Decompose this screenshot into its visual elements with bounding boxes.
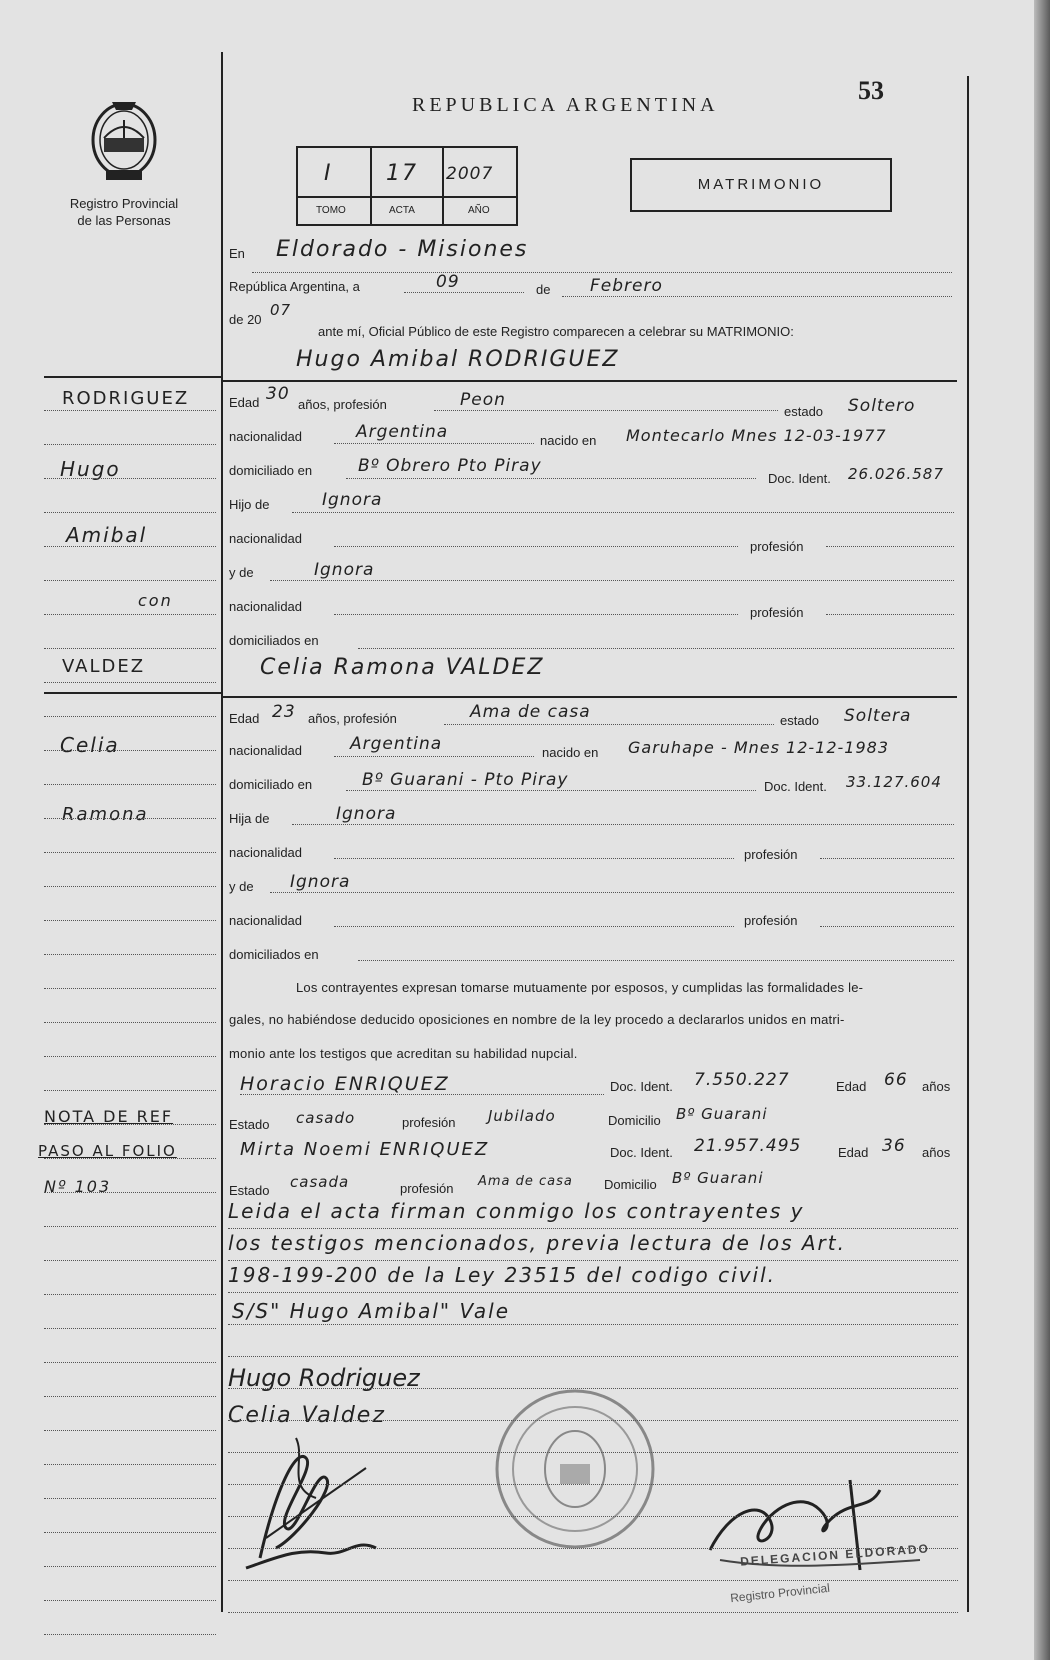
margin-note-line1: NOTA DE REF — [44, 1107, 174, 1126]
witness1-doc-label: Doc. Ident. — [610, 1079, 673, 1094]
witness1-doc-id: 7.550.227 — [694, 1070, 790, 1090]
groom-doc-label: Doc. Ident. — [768, 471, 831, 486]
declaration-line1: Los contrayentes expresan tomarse mutuamente por esposos, y cumplidas las formalidades le- — [296, 980, 864, 995]
place-value: Eldorado - Misiones — [276, 237, 529, 262]
bride-full-name: Celia Ramona VALDEZ — [260, 655, 545, 680]
declaration-line2: gales, no habiéndose deducido oposiciones en nombre de la ley procedo a declararlos unidos en matri- — [229, 1012, 845, 1027]
witness1-address-label: Domicilio — [608, 1113, 661, 1128]
margin-rule-line — [44, 1396, 216, 1397]
bride-age: 23 — [272, 702, 296, 722]
bride-parents-address-label: domiciliados en — [229, 947, 319, 962]
page-number: 53 — [858, 76, 884, 105]
delegation-stamp-text: DELEGACION ELDORADO — [739, 1541, 931, 1569]
margin-rule-line — [44, 1532, 216, 1533]
intro-text: ante mí, Oficial Público de este Registro comparecen a celebrar su MATRIMONIO: — [318, 324, 794, 339]
note-rule-line — [228, 1292, 958, 1293]
note-rule-line — [228, 1516, 958, 1517]
doc-type-box: MATRIMONIO — [630, 158, 892, 212]
note-rule-line — [228, 1580, 958, 1581]
note-rule-line — [228, 1260, 958, 1261]
declaration-line3: monio ante los testigos que acreditan su habilidad nupcial. — [229, 1046, 578, 1061]
margin-rule-line — [44, 1566, 216, 1567]
bride-mother-label: y de — [229, 879, 254, 894]
month-value: Febrero — [590, 276, 663, 296]
en-label: En — [229, 246, 245, 261]
bride-mother-prof-label: profesión — [744, 913, 798, 928]
groom-mother-nat-label: nacionalidad — [229, 599, 303, 614]
tomo-value: I — [324, 161, 333, 186]
margin-rule-line — [44, 818, 216, 819]
note-rule-line — [228, 1324, 958, 1325]
anio-value: 2007 — [446, 164, 494, 184]
witness1-address: Bº Guarani — [676, 1105, 768, 1123]
de-label: de — [536, 282, 551, 297]
margin-rule-line — [44, 682, 216, 683]
margin-groom-second: Amibal — [66, 523, 148, 547]
witness2-profession: Ama de casa — [478, 1174, 573, 1189]
groom-nationality-label: nacionalidad — [229, 429, 303, 444]
groom-father: Ignora — [322, 490, 383, 510]
margin-rule-line — [44, 852, 216, 853]
country-title: REPUBLICA ARGENTINA — [412, 94, 719, 116]
groom-father-label: Hijo de — [229, 497, 270, 512]
groom-address-label: domiciliado en — [229, 463, 313, 478]
witness1-status-label: Estado — [229, 1117, 270, 1132]
margin-note-line3: Nº 103 — [44, 1177, 112, 1196]
bride-doc-id: 33.127.604 — [846, 773, 942, 791]
year-prefix: de 20 — [229, 312, 262, 327]
official-stamp-icon — [490, 1384, 660, 1554]
margin-rule-line — [44, 478, 216, 479]
margin-rule-line — [44, 1022, 216, 1023]
bride-profession-label: años, profesión — [308, 711, 397, 726]
margin-rule-line — [44, 716, 216, 717]
groom-doc-id: 26.026.587 — [848, 465, 944, 483]
groom-age-label: Edad — [229, 395, 260, 410]
witness2-address-label: Domicilio — [604, 1177, 657, 1192]
margin-rule-line — [44, 410, 216, 411]
margin-rule-line — [44, 1056, 216, 1057]
note-line3: 198-199-200 de la Ley 23515 del codigo civil. — [228, 1263, 777, 1287]
witness2-doc-label: Doc. Ident. — [610, 1145, 673, 1160]
witness2-doc-id: 21.957.495 — [694, 1136, 802, 1156]
margin-rule-line — [44, 750, 216, 751]
margin-rule-line — [44, 1362, 216, 1363]
note-rule-line — [228, 1612, 958, 1613]
witness1-age-label: Edad — [836, 1079, 867, 1094]
margin-rule-line — [44, 1226, 216, 1227]
witness-signature-scribble — [236, 1428, 396, 1578]
witness1-status: casado — [296, 1109, 356, 1127]
acta-label: ACTA — [389, 205, 415, 216]
margin-rule-line — [44, 580, 216, 581]
bride-father-label: Hija de — [229, 811, 270, 826]
witness1-age: 66 — [884, 1070, 908, 1090]
groom-address: Bº Obrero Pto Piray — [358, 456, 542, 476]
margin-rule-line — [44, 988, 216, 989]
margin-rule-line — [44, 1430, 216, 1431]
margin-groom-first: Hugo — [60, 457, 121, 481]
note-rule-line — [228, 1452, 958, 1453]
note-rule-line — [228, 1228, 958, 1229]
bride-nationality-label: nacionalidad — [229, 743, 303, 758]
registry-stamp-text: Registro Provincial — [729, 1580, 831, 1606]
margin-rule-line — [44, 886, 216, 887]
note-rule-line — [228, 1484, 958, 1485]
witness2-age: 36 — [882, 1136, 906, 1156]
bride-profession: Ama de casa — [470, 702, 591, 722]
margin-rule-line — [44, 920, 216, 921]
witness1-profession-label: profesión — [402, 1115, 456, 1130]
witness2-profession-label: profesión — [400, 1181, 454, 1196]
note-line1: Leida el acta firman conmigo los contrayentes y — [228, 1199, 805, 1223]
witness2-address: Bº Guarani — [672, 1169, 764, 1187]
groom-age: 30 — [266, 384, 290, 404]
bride-age-label: Edad — [229, 711, 260, 726]
margin-rule-line — [44, 1260, 216, 1261]
margin-rule-line — [44, 1192, 216, 1193]
witness1-profession: Jubilado — [488, 1107, 556, 1125]
margin-rule-line — [44, 1498, 216, 1499]
note-line2: los testigos mencionados, previa lectura de los Art. — [228, 1231, 846, 1255]
groom-signature: Hugo Rodriguez — [228, 1364, 420, 1392]
province-seal-icon — [86, 98, 162, 186]
day-value: 09 — [436, 272, 460, 292]
anio-label: AÑO — [468, 205, 490, 216]
note-rule-line — [228, 1388, 958, 1389]
groom-mother: Ignora — [314, 560, 375, 580]
bride-birthplace-label: nacido en — [542, 745, 599, 760]
note-rule-line — [228, 1548, 958, 1549]
witness2-years-label: años — [922, 1145, 951, 1160]
note-rule-line — [228, 1420, 958, 1421]
book-edge — [1034, 0, 1050, 1660]
margin-rule-line — [44, 1294, 216, 1295]
bride-address-label: domiciliado en — [229, 777, 313, 792]
margin-rule-line — [44, 546, 216, 547]
margin-groom-surname: RODRIGUEZ — [62, 388, 190, 409]
witness2-age-label: Edad — [838, 1145, 869, 1160]
margin-rule-line — [44, 512, 216, 513]
republica-label: República Argentina, a — [229, 279, 360, 294]
registry-name-line1: Registro Provincial — [69, 196, 179, 211]
groom-father-prof-label: profesión — [750, 539, 804, 554]
margin-divider — [221, 52, 223, 1612]
margin-rule-line — [44, 444, 216, 445]
groom-birthplace-label: nacido en — [540, 433, 597, 448]
bride-status-label: estado — [780, 713, 820, 728]
registrar-signature — [700, 1470, 930, 1590]
bride-doc-label: Doc. Ident. — [764, 779, 827, 794]
groom-nationality: Argentina — [356, 422, 449, 442]
witness1-name: Horacio ENRIQUEZ — [240, 1073, 450, 1095]
note-rule-line — [228, 1356, 958, 1357]
margin-rule-line — [44, 614, 216, 615]
margin-rule-line — [44, 1124, 216, 1125]
margin-bride-second: Ramona — [62, 804, 149, 825]
groom-status: Soltero — [848, 396, 916, 416]
bride-father-prof-label: profesión — [744, 847, 798, 862]
margin-rule-line — [44, 784, 216, 785]
groom-full-name: Hugo Amibal RODRIGUEZ — [296, 347, 620, 372]
tomo-label: TOMO — [316, 205, 346, 216]
groom-profession: Peon — [460, 390, 506, 410]
groom-profession-label: años, profesión — [298, 397, 387, 412]
margin-rule-line — [44, 1158, 216, 1159]
bride-address: Bº Guarani - Pto Piray — [362, 770, 569, 790]
acta-value: 17 — [386, 161, 418, 186]
bride-mother-nat-label: nacionalidad — [229, 913, 303, 928]
note-line4: S/S" Hugo Amibal" Vale — [232, 1299, 510, 1323]
right-frame-line — [967, 76, 969, 1612]
groom-father-nat-label: nacionalidad — [229, 531, 303, 546]
bride-mother: Ignora — [290, 872, 351, 892]
groom-parents-address-label: domiciliados en — [229, 633, 319, 648]
margin-rule-line — [44, 1464, 216, 1465]
year-suffix: 07 — [270, 301, 292, 319]
margin-bride-surname: VALDEZ — [62, 656, 146, 677]
margin-rule-line — [44, 1600, 216, 1601]
bride-nationality: Argentina — [350, 734, 443, 754]
bride-father-nat-label: nacionalidad — [229, 845, 303, 860]
margin-rule-line — [44, 1328, 216, 1329]
witness1-years-label: años — [922, 1079, 951, 1094]
bride-father: Ignora — [336, 804, 397, 824]
bride-birthplace: Garuhape - Mnes 12-12-1983 — [628, 738, 890, 757]
witness2-name: Mirta Noemi ENRIQUEZ — [240, 1139, 490, 1160]
groom-birthplace: Montecarlo Mnes 12-03-1977 — [626, 426, 887, 445]
margin-con: con — [138, 591, 173, 610]
groom-mother-label: y de — [229, 565, 254, 580]
margin-rule-line — [44, 1090, 216, 1091]
witness2-status: casada — [290, 1173, 350, 1191]
groom-status-label: estado — [784, 404, 824, 419]
groom-mother-prof-label: profesión — [750, 605, 804, 620]
bride-status: Soltera — [844, 706, 912, 726]
bride-signature: Celia Valdez — [228, 1403, 386, 1428]
margin-bride-first: Celia — [60, 733, 120, 757]
margin-rule-line — [44, 1634, 216, 1635]
margin-rule-line — [44, 954, 216, 955]
witness2-status-label: Estado — [229, 1183, 270, 1198]
registry-name-line2: de las Personas — [77, 213, 171, 228]
margin-note-line2: PASO AL FOLIO — [38, 1142, 177, 1160]
margin-rule-line — [44, 648, 216, 649]
record-box — [296, 146, 518, 226]
